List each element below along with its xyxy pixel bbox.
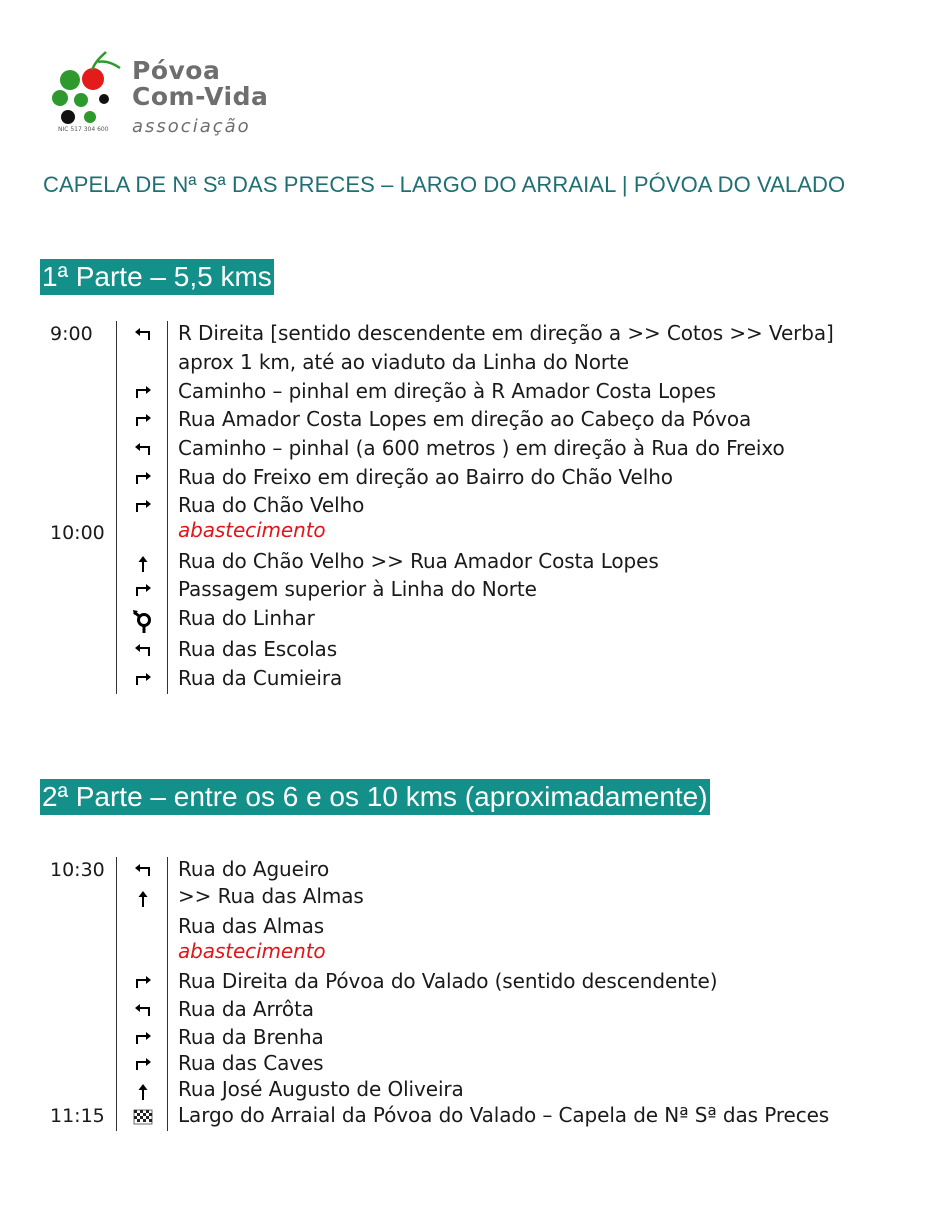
route-step [48, 379, 928, 407]
step-description: Rua da Brenha [178, 1025, 324, 1049]
route-step [48, 914, 928, 942]
step-description: Rua do Agueiro [178, 857, 330, 881]
route-step [48, 549, 928, 577]
route-step [48, 1077, 928, 1105]
turn-left-icon [130, 643, 156, 657]
turn-right-icon [130, 1057, 156, 1071]
turn-left-icon [130, 442, 156, 456]
turn-right-icon [130, 413, 156, 427]
turn-right-icon [130, 385, 156, 399]
step-time: 10:00 [50, 522, 105, 544]
step-description: Rua José Augusto de Oliveira [178, 1077, 464, 1101]
turn-right-icon [130, 471, 156, 485]
step-description: Rua Amador Costa Lopes em direção ao Cabeço da Póvoa [178, 407, 752, 431]
turn-left-icon [130, 1003, 156, 1017]
route-section-2 [48, 857, 928, 1131]
turn-left-icon [130, 863, 156, 877]
document-title: CAPELA DE Nª Sª DAS PRECES – LARGO DO ARRAIAL | PÓVOA DO VALADO [43, 172, 846, 197]
step-description: Rua do Freixo em direção ao Bairro do Chão Velho [178, 465, 673, 489]
route-step [48, 436, 928, 464]
checkered-flag-icon [130, 1109, 156, 1127]
route-step [48, 997, 928, 1025]
route-step [48, 577, 928, 605]
step-description: >> Rua das Almas [178, 884, 364, 908]
straight-arrow-icon [130, 555, 156, 573]
step-description: R Direita [sentido descendente em direção a >> Cotos >> Verba] [178, 321, 834, 345]
nic-number: NIC 517 304 600 [58, 126, 109, 133]
route-step [48, 969, 928, 997]
step-description: Rua das Escolas [178, 637, 338, 661]
section-2-heading: 2ª Parte – entre os 6 e os 10 kms (aproximadamente) [40, 779, 710, 815]
turn-right-icon [130, 672, 156, 686]
refreshment-note: abastecimento [178, 518, 326, 542]
logo [48, 48, 288, 140]
turn-left-icon [130, 327, 156, 341]
step-description: aprox 1 km, até ao viaduto da Linha do Norte [178, 350, 629, 374]
brand-line-1: Póvoa [132, 56, 221, 85]
route-section-1 [48, 321, 928, 694]
route-step [48, 606, 928, 634]
brand-subtitle: associação [132, 116, 251, 137]
route-step [48, 1103, 928, 1131]
straight-arrow-icon [130, 890, 156, 908]
route-step [48, 857, 928, 885]
route-step [48, 666, 928, 694]
route-step [48, 321, 928, 349]
step-time: 9:00 [50, 323, 93, 345]
route-step [48, 465, 928, 493]
turn-right-icon [130, 975, 156, 989]
route-step [48, 518, 928, 546]
route-step [48, 884, 928, 912]
route-step [48, 407, 928, 435]
step-description: Rua das Almas [178, 914, 325, 938]
step-description: Rua das Caves [178, 1051, 324, 1075]
step-description: Rua do Linhar [178, 606, 315, 630]
grape-logo-icon [48, 48, 132, 132]
step-description: Caminho – pinhal em direção à R Amador Costa Lopes [178, 379, 716, 403]
section-1-heading: 1ª Parte – 5,5 kms [40, 259, 274, 295]
straight-arrow-icon [130, 1083, 156, 1101]
brand-line-2: Com-Vida [132, 82, 269, 111]
step-description: Rua da Arrôta [178, 997, 314, 1021]
turn-right-icon [130, 499, 156, 513]
step-description: Rua Direita da Póvoa do Valado (sentido descendente) [178, 969, 718, 993]
refreshment-note: abastecimento [178, 939, 326, 963]
step-time: 11:15 [50, 1105, 105, 1127]
step-description: Rua do Chão Velho >> Rua Amador Costa Lopes [178, 549, 659, 573]
step-description: Largo do Arraial da Póvoa do Valado – Capela de Nª Sª das Preces [178, 1103, 830, 1127]
step-description: Rua do Chão Velho [178, 493, 365, 517]
route-step [48, 939, 928, 967]
brand-name [132, 58, 268, 110]
route-step [48, 493, 928, 521]
turn-right-icon [130, 1031, 156, 1045]
step-description: Rua da Cumieira [178, 666, 343, 690]
roundabout-icon [130, 610, 156, 634]
route-step [48, 1051, 928, 1079]
turn-right-icon [130, 583, 156, 597]
route-step [48, 637, 928, 665]
step-description: Caminho – pinhal (a 600 metros ) em direção à Rua do Freixo [178, 436, 785, 460]
route-step [48, 350, 928, 378]
route-step [48, 1025, 928, 1053]
step-time: 10:30 [50, 859, 105, 881]
step-description: Passagem superior à Linha do Norte [178, 577, 537, 601]
